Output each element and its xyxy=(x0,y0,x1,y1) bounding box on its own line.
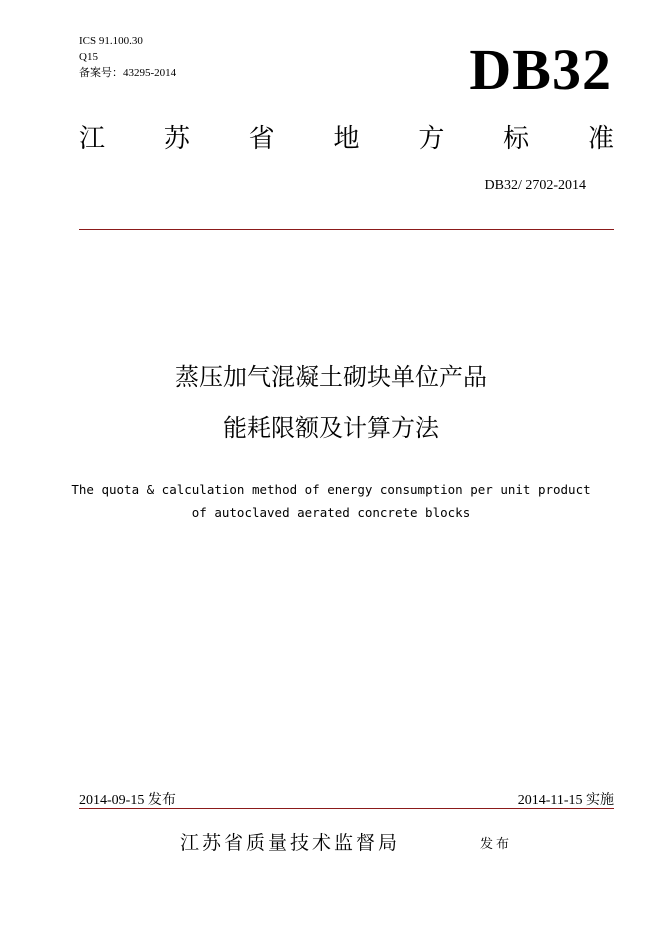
implementation-date: 2014-11-15 实施 xyxy=(517,793,614,808)
standard-type-char: 苏 xyxy=(163,124,190,154)
publisher-suffix: 发布 xyxy=(480,837,513,852)
publisher-name: 江苏省质量技术监督局 xyxy=(180,832,401,854)
english-title-line-2: of autoclaved aerated concrete blocks xyxy=(191,505,471,520)
chinese-title-line-2: 能耗限额及计算方法 xyxy=(223,414,439,442)
standard-type-char: 江 xyxy=(79,124,106,154)
english-title-line-1: The quota & calculation method of energy consumption per unit product xyxy=(71,482,591,497)
bottom-divider xyxy=(79,808,614,809)
registration-number: 备案号：43295-2014 xyxy=(79,67,177,79)
standard-type-char: 地 xyxy=(333,124,360,154)
issue-date: 2014-09-15 发布 xyxy=(79,793,176,808)
standard-type-heading xyxy=(79,122,614,156)
classification-code: Q15 xyxy=(79,51,98,63)
standard-type-char: 准 xyxy=(587,124,614,154)
standard-type-char: 标 xyxy=(503,124,530,154)
standard-number: DB32/ 2702-2014 xyxy=(484,178,586,193)
standard-type-char: 方 xyxy=(418,124,445,154)
ics-number: ICS 91.100.30 xyxy=(79,35,143,47)
standard-type-char: 省 xyxy=(248,124,275,154)
top-divider xyxy=(79,229,614,230)
chinese-title-line-1: 蒸压加气混凝土砌块单位产品 xyxy=(175,363,487,391)
standard-code-logo: DB32 xyxy=(469,37,612,102)
